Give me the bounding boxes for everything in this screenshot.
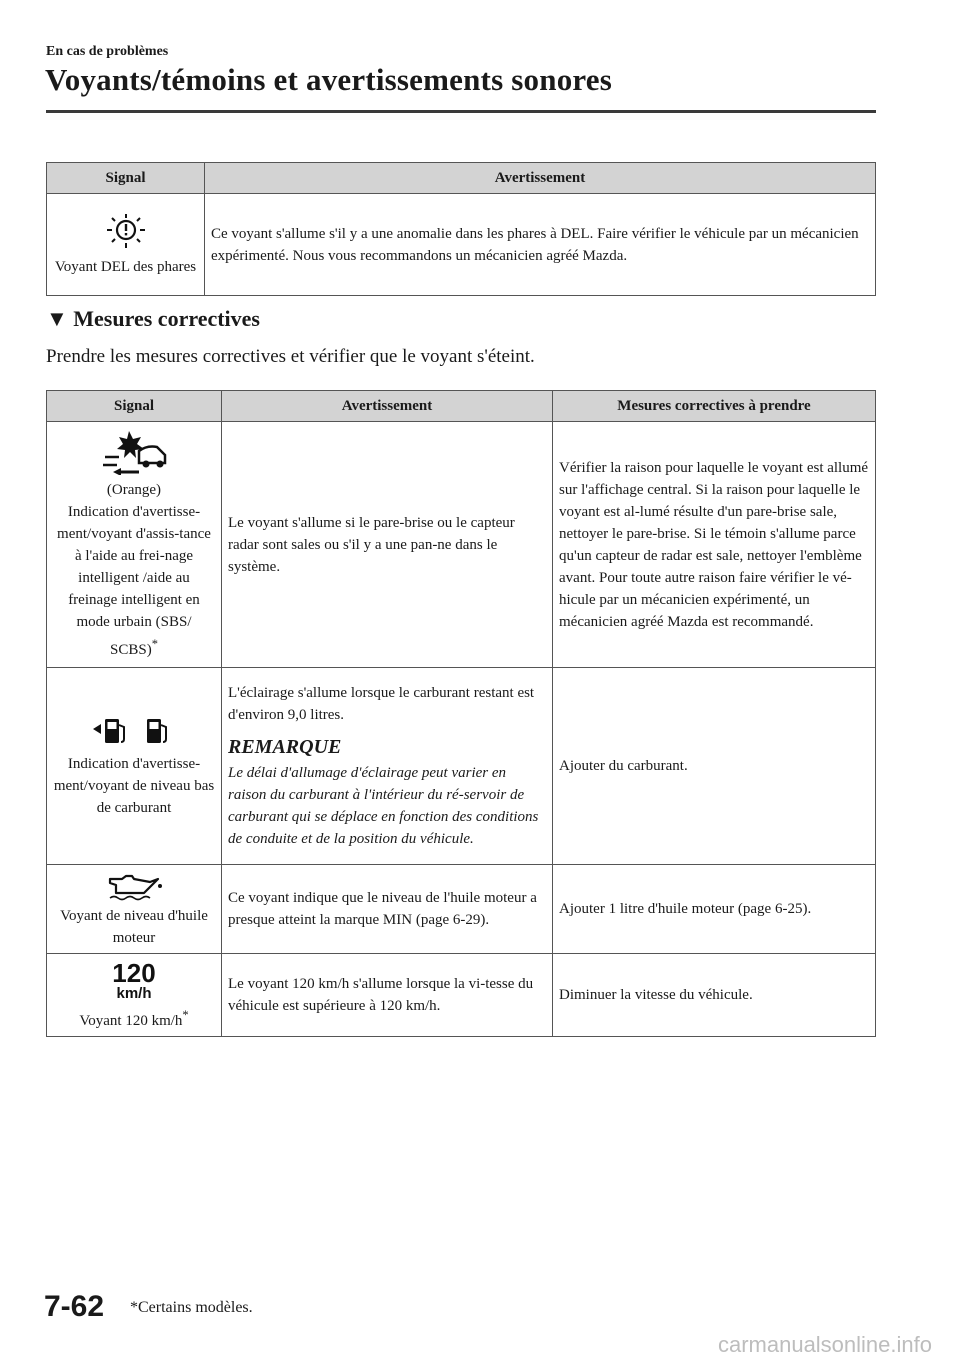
col-warning: Avertissement — [205, 163, 876, 194]
warning-cell: Le voyant s'allume si le pare-brise ou le capteur radar sont sales ou s'il y a une pan-ne dans le système. — [222, 422, 553, 668]
signal-label: Voyant 120 km/h — [79, 1013, 183, 1029]
action-cell: Vérifier la raison pour laquelle le voyant est allumé sur l'affichage central. Si la raison pour laquelle le voyant est al-lumé résulte d'un pare-brise sale, nettoyer le pare-brise. Si le témoin s'allume parce qu'un capteur de radar est sale, nettoyer l'emblème avant. Pour toute autre raison faire vérifier le vé-hicule par un mécanicien expérimenté, un mécanicien agréé Mazda est recommandé. — [553, 422, 876, 668]
smart-brake-support-icon — [99, 429, 169, 475]
warning-cell: Ce voyant s'allume s'il y a une anomalie dans les phares à DEL. Faire vérifier le véhicule par un mécanicien expérimenté. Nous vous recommandons un mécanicien agréé Mazda. — [205, 194, 876, 296]
note-body: Le délai d'allumage d'éclairage peut varier en raison du carburant à l'intérieur du ré-servoir de carburant qui se déplace en fonction des conditions de conduite et de la position du véhicule. — [228, 765, 539, 847]
watermark: carmanualsonline.info — [717, 1332, 932, 1357]
signal-cell — [47, 422, 222, 668]
action-cell: Ajouter du carburant. — [553, 668, 876, 865]
col-signal: Signal — [47, 163, 205, 194]
signal-label: Voyant de niveau d'huile moteur — [60, 908, 208, 946]
signal-cell — [47, 954, 222, 1037]
action-cell: Ajouter 1 litre d'huile moteur (page 6-25). — [553, 865, 876, 954]
section-heading — [46, 306, 260, 332]
col-warning: Avertissement — [222, 391, 553, 422]
warning-cell — [222, 668, 553, 865]
section-heading-text: Mesures correctives — [73, 306, 260, 331]
warning-text: L'éclairage s'allume lorsque le carburant restant est d'environ 9,0 litres. — [228, 685, 535, 723]
signal-color: (Orange) — [106, 481, 162, 498]
signal-label: Indication d'avertisse-ment/voyant d'assis-tance à l'aide au frei-nage intelligent /aide au freinage intelligent en mode urbain (SBS/ SCBS) — [57, 503, 211, 658]
col-signal: Signal — [47, 391, 222, 422]
footnote-marker: * — [182, 1008, 189, 1022]
triangle-down-icon: ▼ — [46, 306, 68, 331]
warning-table-1 — [46, 162, 876, 296]
table-row — [47, 865, 876, 954]
signal-cell — [47, 668, 222, 865]
warning-cell: Le voyant 120 km/h s'allume lorsque la vi-tesse du véhicule est supérieure à 120 km/h. — [222, 954, 553, 1037]
section-kicker: En cas de problèmes — [46, 44, 169, 59]
col-action: Mesures correctives à prendre — [553, 391, 876, 422]
section-intro: Prendre les mesures correctives et vérifier que le voyant s'éteint. — [46, 346, 535, 367]
table-header-row — [47, 163, 876, 194]
speed-icon-unit: km/h — [116, 985, 152, 1000]
speed-120-icon — [104, 958, 164, 1000]
signal-label: Indication d'avertisse-ment/voyant de niveau bas de carburant — [53, 756, 215, 816]
table-row — [47, 668, 876, 865]
page-number: 7-62 — [44, 1290, 105, 1323]
table-row — [47, 194, 876, 296]
corrective-measures-table — [46, 390, 876, 1037]
fuel-level-icon — [89, 713, 179, 749]
footnote: *Certains modèles. — [130, 1299, 253, 1316]
signal-cell — [47, 865, 222, 954]
table-row — [47, 422, 876, 668]
signal-cell — [47, 194, 205, 296]
page-title: Voyants/témoins et avertissements sonores — [45, 62, 613, 97]
action-cell: Diminuer la vitesse du véhicule. — [553, 954, 876, 1037]
title-rule — [46, 110, 876, 113]
headlight-led-warning-icon — [104, 212, 148, 252]
table-row — [47, 954, 876, 1037]
speed-icon-number: 120 — [112, 958, 156, 988]
warning-cell: Ce voyant indique que le niveau de l'huile moteur a presque atteint la marque MIN (page 6-29). — [222, 865, 553, 954]
footnote-marker: * — [151, 636, 158, 651]
oil-level-icon — [102, 869, 166, 901]
note-title: REMARQUE — [228, 736, 342, 758]
table-header-row — [47, 391, 876, 422]
signal-label: Voyant DEL des phares — [54, 258, 197, 275]
